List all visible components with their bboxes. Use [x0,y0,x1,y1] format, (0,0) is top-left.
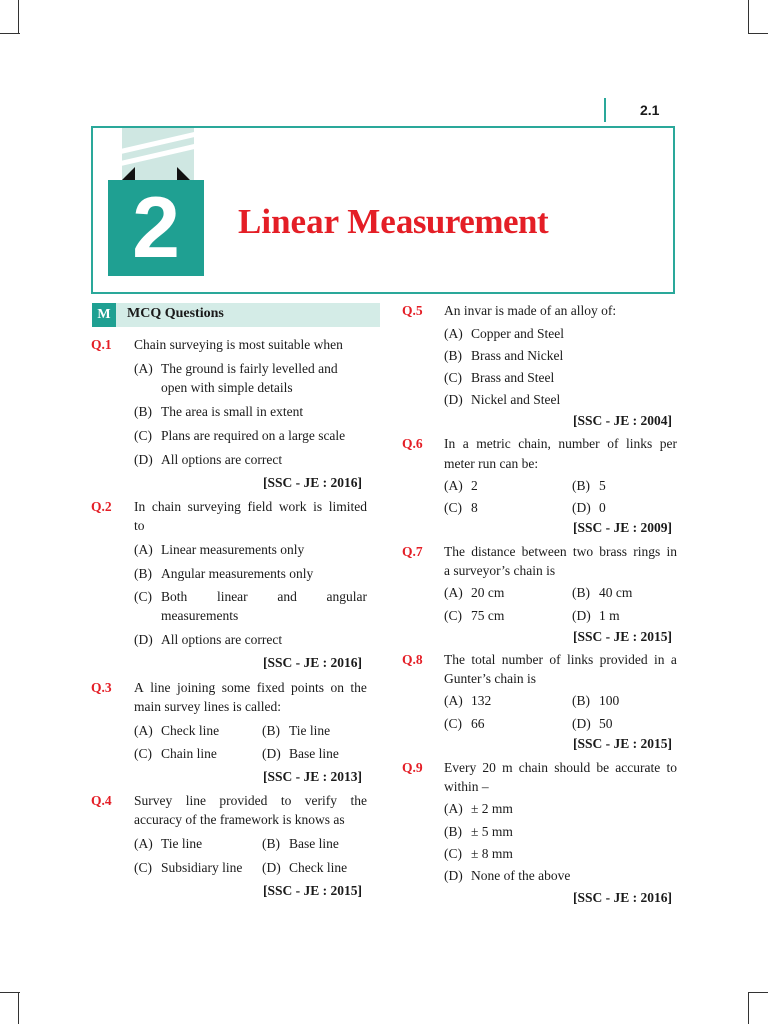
option-text: Brass and Nickel [471,348,564,363]
question-text: a surveyor’s chain is [444,563,556,578]
question-text: Survey line provided to verify the [134,793,367,808]
crop-mark [18,0,19,34]
question-text: The distance between two brass rings in [444,544,677,559]
option-label: (B) [262,836,280,851]
option-label: (C) [444,846,462,861]
source-tag: [SSC - JE : 2015] [573,629,673,644]
question-text: to [134,518,145,533]
option-text: Tie line [161,836,203,851]
option-label: (C) [444,500,462,515]
option-text: All options are correct [161,452,283,467]
question-number: Q.8 [402,652,423,667]
option-label: (B) [134,566,152,581]
crop-mark [748,992,749,1024]
option-label: (B) [444,348,462,363]
option-text: Copper and Steel [471,326,564,341]
question-text: An invar is made of an alloy of: [444,303,617,318]
option-text: Check line [289,860,348,875]
option-text: Plans are required on a large scale [161,428,346,443]
page-number: 2.1 [640,102,660,118]
option-text: 100 [599,693,620,708]
question-text: In chain surveying field work is limited [134,499,367,514]
question-number: Q.4 [91,793,112,808]
option-text: 20 cm [471,585,505,600]
option-text: measurements [161,608,239,623]
option-label: (A) [444,478,463,493]
question-text: meter run can be: [444,456,539,471]
option-text: The area is small in extent [161,404,304,419]
option-label: (C) [444,716,462,731]
option-text: Chain line [161,746,217,761]
option-label: (B) [444,824,462,839]
option-label: (C) [134,589,152,604]
option-text: ± 5 mm [471,824,513,839]
option-label: (C) [134,860,152,875]
question-number: Q.2 [91,499,112,514]
option-text: 8 [471,500,478,515]
option-text: ± 8 mm [471,846,513,861]
option-text: Base line [289,746,339,761]
option-text: Base line [289,836,339,851]
question-number: Q.7 [402,544,423,559]
option-label: (B) [262,723,280,738]
option-text: All options are correct [161,632,283,647]
option-text: ± 2 mm [471,801,513,816]
page-number-rule [604,98,606,122]
option-text: The ground is fairly levelled and [161,361,338,376]
option-label: (A) [444,326,463,341]
chapter-number-block [108,180,204,276]
option-text: 5 [599,478,606,493]
option-label: (A) [444,801,463,816]
option-label: (D) [262,860,281,875]
option-label: (A) [134,542,153,557]
option-text: Subsidiary line [161,860,243,875]
option-text: 2 [471,478,478,493]
crop-mark [0,33,20,34]
crop-mark [0,992,20,993]
option-label: (B) [572,693,590,708]
question-text: accuracy of the framework is knows as [134,812,345,827]
section-header [92,303,380,327]
option-label: (A) [444,693,463,708]
option-text: Angular measurements only [161,566,314,581]
question-text: Chain surveying is most suitable when [134,337,343,352]
option-label: (D) [572,608,591,623]
source-tag: [SSC - JE : 2013] [263,769,363,784]
question-text: Every 20 m chain should be accurate to [444,760,677,775]
question-number: Q.3 [91,680,112,695]
question-number: Q.1 [91,337,112,352]
option-text: Nickel and Steel [471,392,561,407]
question-text: The total number of links provided in a [444,652,677,667]
option-text: 40 cm [599,585,633,600]
crop-mark [748,0,749,34]
option-text: 0 [599,500,606,515]
option-text: 66 [471,716,485,731]
option-label: (C) [444,608,462,623]
source-tag: [SSC - JE : 2016] [263,655,363,670]
option-label: (A) [444,585,463,600]
question-number: Q.9 [402,760,423,775]
option-text: 1 m [599,608,620,623]
chapter-title: Linear Measurement [238,202,549,241]
option-text: 50 [599,716,613,731]
option-text: Both linear and angular [161,589,367,604]
source-tag: [SSC - JE : 2004] [573,413,673,428]
option-label: (D) [444,392,463,407]
crop-mark [748,33,768,34]
source-tag: [SSC - JE : 2016] [263,475,363,490]
option-label: (D) [572,716,591,731]
question-text: A line joining some fixed points on the [134,680,367,695]
option-label: (C) [134,746,152,761]
question-text: In a metric chain, number of links per [444,436,677,451]
option-label: (B) [572,478,590,493]
chapter-number: 2 [132,180,180,276]
option-label: (D) [134,632,153,647]
question-text: within – [444,779,489,794]
question-number: Q.6 [402,436,423,451]
option-label: (D) [572,500,591,515]
option-text: Tie line [289,723,331,738]
option-label: (A) [134,361,153,376]
option-label: (D) [262,746,281,761]
option-label: (D) [134,452,153,467]
option-label: (D) [444,868,463,883]
option-text: Brass and Steel [471,370,555,385]
option-label: (C) [134,428,152,443]
crop-mark [18,992,19,1024]
option-text: Check line [161,723,220,738]
source-tag: [SSC - JE : 2015] [263,883,363,898]
section-title: MCQ Questions [127,306,224,321]
option-text: open with simple details [161,380,293,395]
question-text: main survey lines is called: [134,699,281,714]
option-label: (A) [134,836,153,851]
option-label: (A) [134,723,153,738]
source-tag: [SSC - JE : 2009] [573,520,673,535]
option-text: 132 [471,693,492,708]
option-text: Linear measurements only [161,542,305,557]
question-text: Gunter’s chain is [444,671,536,686]
option-text: 75 cm [471,608,505,623]
option-label: (B) [572,585,590,600]
section-badge: M [92,303,116,327]
option-label: (C) [444,370,462,385]
crop-mark [748,992,768,993]
option-text: None of the above [471,868,571,883]
source-tag: [SSC - JE : 2015] [573,736,673,751]
question-number: Q.5 [402,303,423,318]
option-label: (B) [134,404,152,419]
source-tag: [SSC - JE : 2016] [573,890,673,905]
